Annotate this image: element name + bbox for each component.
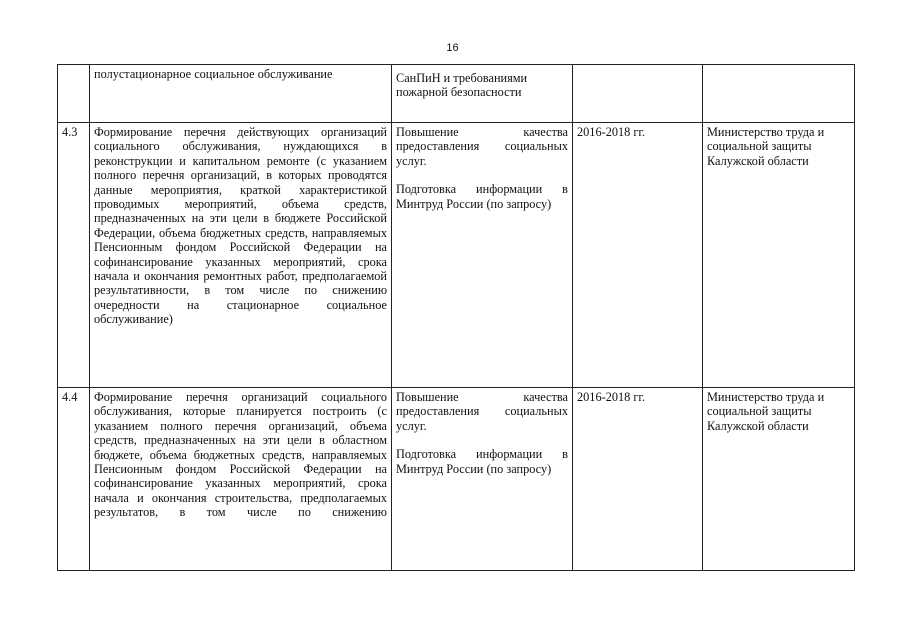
- table-row-4-3: [58, 123, 855, 388]
- responsible-text: Министерство труда и социальной защиты Калужской области: [707, 390, 825, 433]
- result-cell: [392, 65, 573, 123]
- activities-table: [57, 64, 855, 571]
- activity-text: Формирование перечня действующих организаций социального обслуживания, нуждающихся в реконструкции и капитальном ремонте (с указанием полного перечня организаций, в которых проводятся данные мероприятия, краткой характеристикой проводимых мероприятий, объема средств, предназначенных на эти цели в бюджете Российской Федерации, объема бюджетных средств, направляемых Пенсионным фондом Российской Федерации на софинансирование указанных мероприятий, срока начала и окончания ремонтных работ, предполагаемой результативности, в том числе по снижению очередности на стационарное социальное обслуживание): [94, 125, 387, 327]
- page-number: 16: [446, 42, 459, 54]
- term-cell: [573, 65, 703, 123]
- term-cell: [573, 388, 703, 571]
- row-number-cell: 4.3: [58, 123, 90, 388]
- activity-cell: [90, 123, 392, 388]
- activity-cell: [90, 65, 392, 123]
- responsible-text: Министерство труда и социальной защиты Калужской области: [707, 125, 825, 168]
- responsible-cell: [703, 388, 855, 571]
- term-cell: [573, 123, 703, 388]
- result-text-quality: Повышение качества предоставления социальных услуг.: [396, 390, 568, 433]
- row-number-cell: [58, 65, 90, 123]
- row-number-cell: 4.4: [58, 388, 90, 571]
- term-text: 2016-2018 гг.: [577, 125, 646, 139]
- result-text-report: Подготовка информации в Минтруд России (по запросу): [396, 447, 568, 476]
- result-cell: [392, 123, 573, 388]
- result-text: СанПиН и требованиями пожарной безопасности: [396, 71, 528, 100]
- activity-text: Формирование перечня организаций социального обслуживания, которые планируется построить (с указанием полного перечня организаций, объема средств, предназначенных на эти цели в областном бюджете, объема бюджетных средств, направляемых Пенсионным фондом Российской Федерации на софинансирование указанных мероприятий, срока начала и окончания строительства, предполагаемых результатов, в том числе по снижению: [94, 390, 387, 520]
- activity-text: полустационарное социальное обслуживание: [94, 67, 333, 81]
- responsible-cell: [703, 65, 855, 123]
- table-row-4-4: [58, 388, 855, 571]
- activity-cell: [90, 388, 392, 571]
- table-row-continued: [58, 65, 855, 123]
- result-text-report: Подготовка информации в Минтруд России (по запросу): [396, 182, 568, 211]
- responsible-cell: [703, 123, 855, 388]
- term-text: 2016-2018 гг.: [577, 390, 646, 404]
- result-text-quality: Повышение качества предоставления социальных услуг.: [396, 125, 568, 168]
- result-cell: [392, 388, 573, 571]
